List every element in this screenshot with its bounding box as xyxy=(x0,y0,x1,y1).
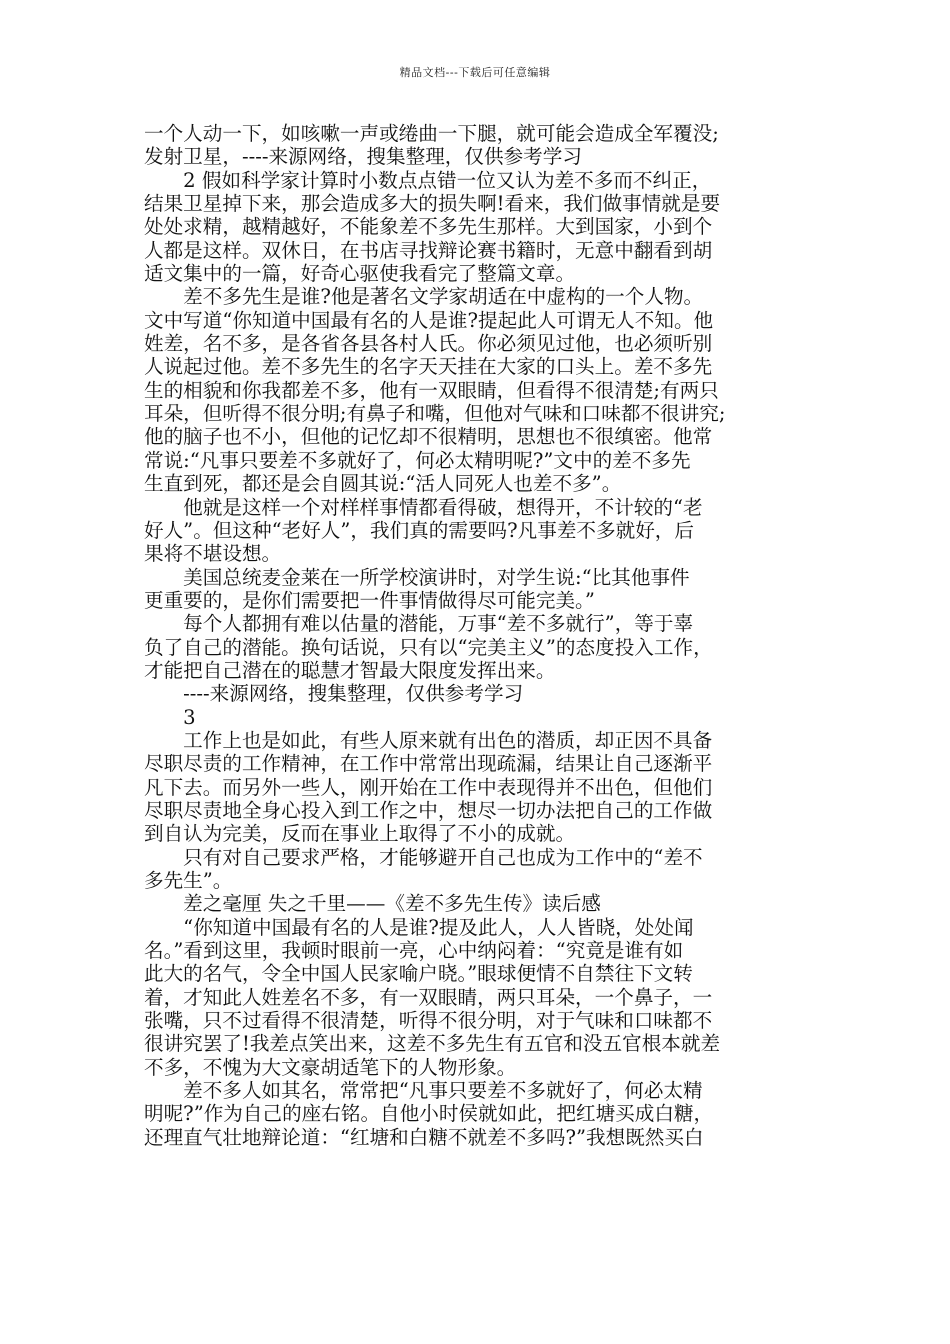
text-line: 适文集中的一篇，好奇心驱使我看完了整篇文章。 xyxy=(144,262,576,286)
text-line: 人都是这样。双休日，在书店寻找辩论赛书籍时，无意中翻看到胡 xyxy=(144,238,713,262)
text-line: 差不多先生是谁?他是著名文学家胡适在中虚构的一个人物。 xyxy=(144,285,704,309)
text-line: 负了自己的潜能。换句话说，只有以“完美主义”的态度投入工作， xyxy=(144,635,713,659)
text-line: 3 xyxy=(144,705,196,729)
text-line: 着，才知此人姓差名不多，有一双眼睛，两只耳朵，一个鼻子，一 xyxy=(144,985,713,1009)
page-header: 精品文档---下载后可任意编辑 xyxy=(399,66,551,79)
text-line: 好人”。但这种“老好人”，我们真的需要吗?凡事差不多就好，后 xyxy=(144,518,694,542)
text-line: ----来源网络，搜集整理，仅供参考学习 xyxy=(144,682,524,706)
text-line: 很讲究罢了!我差点笑出来，这差不多先生有五官和没五官根本就差 xyxy=(144,1032,721,1056)
text-line: 差不多人如其名，常常把“凡事只要差不多就好了，何必太精 xyxy=(144,1079,703,1103)
text-line: 常说:“凡事只要差不多就好了，何必太精明呢?”文中的差不多先 xyxy=(144,448,691,472)
text-line: 尽职尽责地全身心投入到工作之中，想尽一切办法把自己的工作做 xyxy=(144,798,713,822)
text-line: 姓差，名不多，是各省各县各村人氏。你必须见过他，也必须听别 xyxy=(144,332,713,356)
text-line: 一个人动一下，如咳嗽一声或绻曲一下腿，就可能会造成全军覆没; xyxy=(144,122,719,145)
text-line: 尽职尽责的工作精神，在工作中常常出现疏漏，结果让自己逐渐平 xyxy=(144,752,713,776)
text-line: 耳朵，但听得不很分明;有鼻子和嘴，但他对气味和口味都不很讲究; xyxy=(144,402,726,426)
text-line: 美国总统麦金莱在一所学校演讲时，对学生说:“比其他事件 xyxy=(144,565,690,589)
text-line: 张嘴，只不过看得不很清楚，听得不很分明，对于气味和口味都不 xyxy=(144,1009,713,1033)
text-line: 生直到死，都还是会自圆其说:“活人同死人也差不多”。 xyxy=(144,472,622,496)
text-line: 文中写道“你知道中国最有名的人是谁?提起此人可谓无人不知。他 xyxy=(144,308,714,332)
text-line: 生的相貌和你我都差不多，他有一双眼睛，但看得不很清楚;有两只 xyxy=(144,378,719,402)
text-line: 结果卫星掉下来，那会造成多大的损失啊!看来，我们做事情就是要 xyxy=(144,192,721,216)
text-line: 每个人都拥有难以估量的潜能，万事“差不多就行”，等于辜 xyxy=(144,612,694,636)
text-line: 还理直气壮地辩论道：“红塘和白糖不就差不多吗?”我想既然买白 xyxy=(144,1125,704,1149)
text-line: 此大的名气，令全中国人民家喻户晓。”眼球便情不自禁往下文转 xyxy=(144,962,693,986)
text-line: 到自认为完美，反而在事业上取得了不小的成就。 xyxy=(144,822,576,846)
text-line: 差之毫厘 失之千里——《差不多先生传》读后感 xyxy=(144,892,601,916)
text-line: 处处求精，越精越好，不能象差不多先生那样。大到国家，小到个 xyxy=(144,215,713,239)
text-line: 多先生”。 xyxy=(144,869,233,892)
text-line: 明呢?”作为自己的座右铭。自他小时侯就如此，把红塘买成白糖， xyxy=(144,1102,714,1126)
text-line: 果将不堪设想。 xyxy=(144,542,282,566)
text-line: 发射卫星，----来源网络，搜集整理，仅供参考学习 xyxy=(144,145,582,169)
text-line: 才能把自己潜在的聪慧才智最大限度发挥出来。 xyxy=(144,658,556,682)
text-line: 他就是这样一个对样样事情都看得破，想得开，不计较的“老 xyxy=(144,495,703,519)
text-line: 2 假如科学家计算时小数点点错一位又认为差不多而不纠正， xyxy=(144,168,712,192)
text-line: “你知道中国最有名的人是谁?提及此人，人人皆晓，处处闻 xyxy=(144,915,694,939)
text-line: 他的脑子也不小，但他的记忆却不很精明，思想也不很缜密。他常 xyxy=(144,425,713,449)
text-line: 只有对自己要求严格，才能够避开自己也成为工作中的“差不 xyxy=(144,845,703,869)
text-line: 凡下去。而另外一些人，刚开始在工作中表现得并不出色，但他们 xyxy=(144,775,713,799)
body-text xyxy=(144,122,816,1149)
text-line: 不多，不愧为大文豪胡适笔下的人物形象。 xyxy=(144,1055,517,1079)
text-line: 名。”看到这里，我顿时眼前一亮，心中纳闷着：“究竟是谁有如 xyxy=(144,939,684,963)
text-line: 更重要的，是你们需要把一件事情做得尽可能完美。” xyxy=(144,588,595,612)
text-line: 工作上也是如此，有些人原来就有出色的潜质，却正因不具备 xyxy=(144,728,713,752)
text-line: 人说起过他。差不多先生的名字天天挂在大家的口头上。差不多先 xyxy=(144,355,713,379)
